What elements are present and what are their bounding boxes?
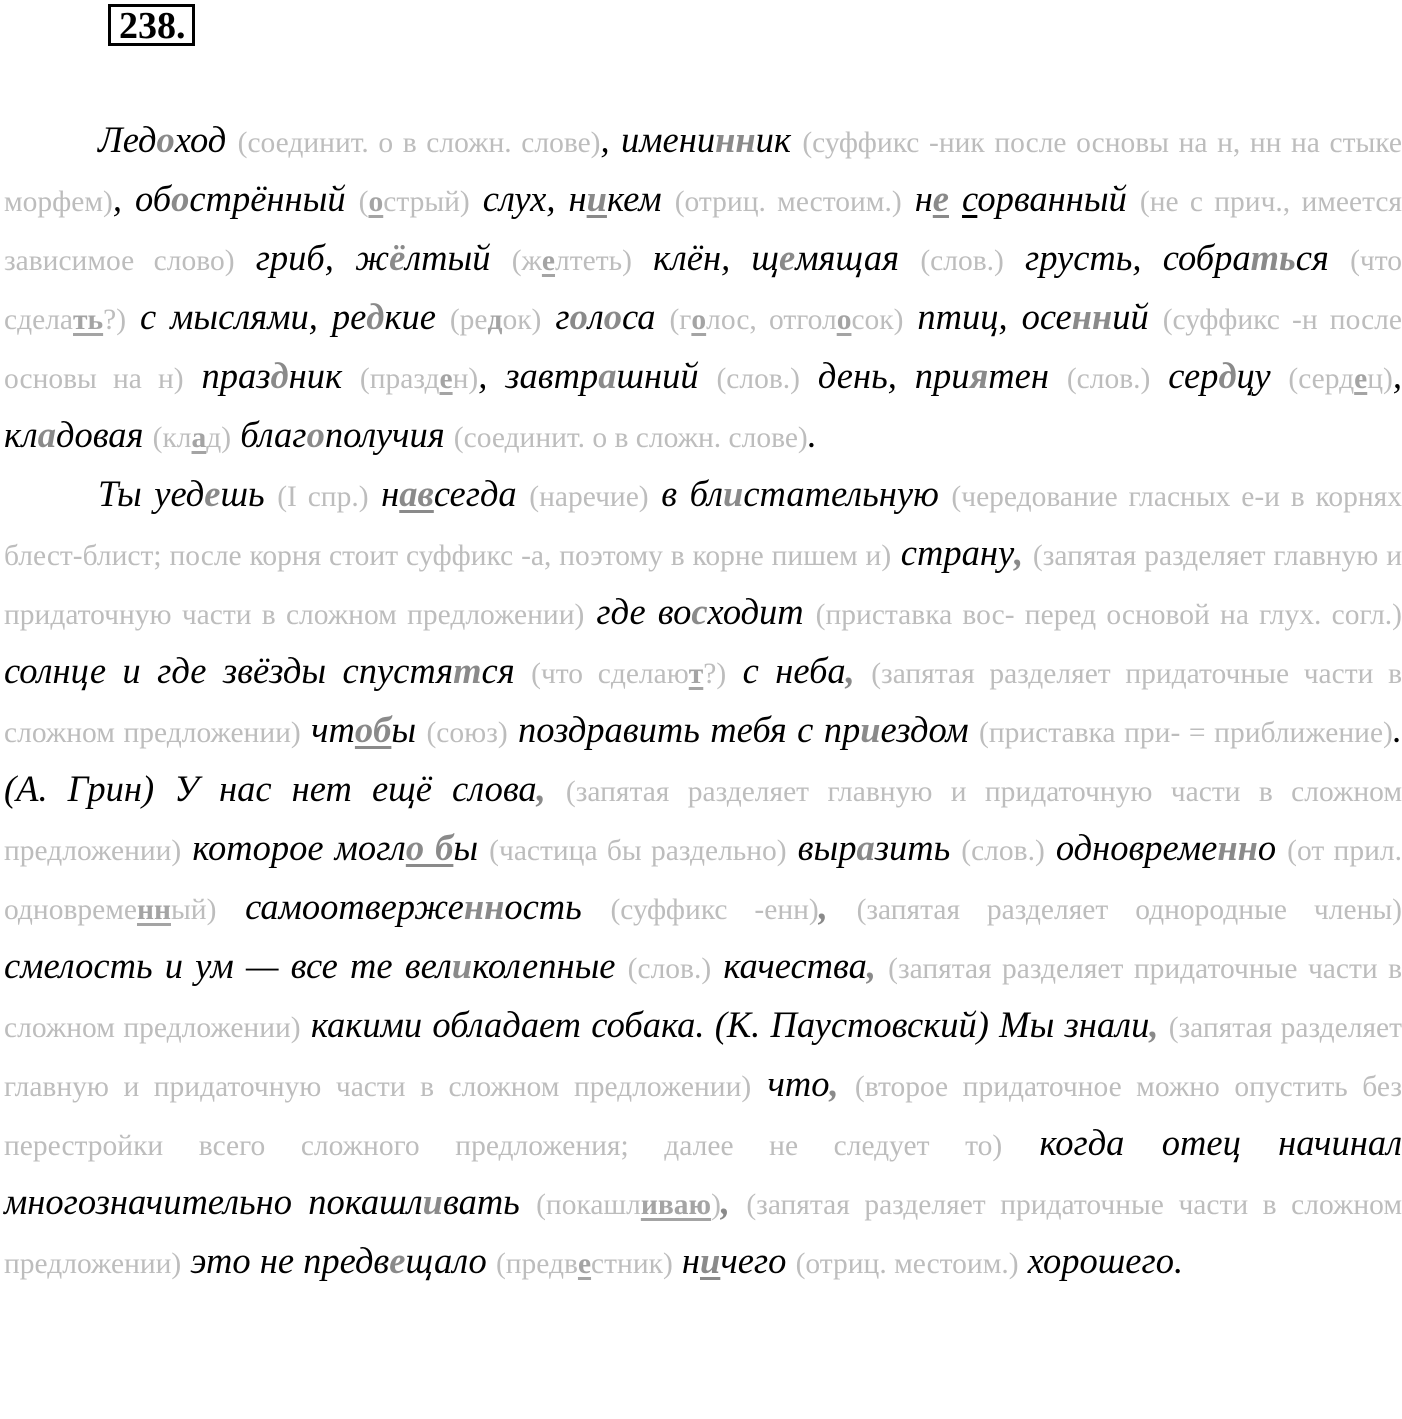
highlighted-letter: с [691,591,708,632]
comment-text: (I спр.) [277,481,369,513]
comment-underlined-letter: е [1354,363,1368,395]
text-run: ик [755,119,803,160]
comment-underlined-letter: е [577,1248,592,1280]
highlighted-letter: о [569,296,588,337]
text-run: ость [504,886,611,927]
text-run: смелость и ум — все те вел [4,945,452,986]
highlighted-letter: нн [1071,296,1113,337]
comment-text: (наречие) [529,481,649,513]
highlighted-letter: а [37,414,56,455]
comment-text: (запятая разделяет однородные члены) [856,894,1402,926]
comment-text: (запятая разделяет главную и придаточную части в сложном предложении) [4,1012,1402,1103]
comment-text: (суффикс -ник после основы на н, нн на стыке морфем) [4,127,1402,218]
highlighted-letter: т [453,650,482,691]
text-run [828,886,857,927]
comment-text: (суффикс -н после основы на н) [4,304,1402,395]
exercise-text [4,112,1402,1292]
highlighted-letter: д [270,355,289,396]
text-run: ем [623,178,675,219]
comment-text: ( [358,186,369,218]
text-run: мящая [795,237,921,278]
comment-text: ?) [703,658,727,690]
comment-underlined-letter: а [191,422,207,454]
comment-text: (не с прич., имеется зависимое слово) [4,186,1402,277]
paragraph-1 [4,112,1402,466]
text-run: , имени [600,119,716,160]
text-run: ий [1112,296,1163,337]
highlighted-letter: , [829,1063,839,1104]
text-run: гриб, ж [234,237,390,278]
comment-text: лтеть) [555,245,632,277]
text-run: кие [384,296,450,337]
highlighted-letter: , [536,768,546,809]
comment-text: (приставка вос- перед основой на глух. согл.) [815,599,1402,631]
text-run: благ [231,414,307,455]
text-run: страну [891,532,1015,573]
comment-text: (кл [152,422,192,454]
comment-underlined-letter: д [487,304,503,336]
text-run: ся [1295,237,1351,278]
text-run [855,650,871,691]
text-run: в бл [648,473,724,514]
text-run: слух, н [469,178,587,219]
highlighted-letter: о [171,178,190,219]
text-run: щало [405,1240,496,1281]
text-run: тен [988,355,1067,396]
highlighted-letter: е [389,1240,406,1281]
text-run: получия [324,414,454,455]
highlighted-letter: и [860,709,881,750]
comment-text: лос, отгол [706,304,837,336]
highlighted-letter: ть [1250,237,1296,278]
text-run: ник [288,355,360,396]
comment-underlined-letter: т [688,658,704,690]
comment-text: сок) [851,304,904,336]
comment-text: (отриц. местоим.) [674,186,902,218]
comment-text: (слов.) [961,835,1045,867]
text-run: Лед [98,119,157,160]
text-run: это не предв [181,1240,390,1281]
text-run: . [807,414,817,455]
comment-text: (запятая разделяет придаточные части в сложном предложении) [4,1189,1402,1280]
text-run: , завтр [478,355,599,396]
comment-text: (слов.) [716,363,801,395]
text-run: колепные [472,945,628,986]
text-run: зить [874,827,962,868]
text-run: его [737,1240,796,1281]
text-run: ы [453,827,490,868]
text-run: о [1257,827,1288,868]
comment-text: (второе придаточное можно опустить без перестройки всего сложного предложения; далее не следует то) [4,1071,1402,1162]
text-run: ч [720,1240,738,1281]
text-run: которое могл [181,827,406,868]
highlighted-letter: о [603,296,622,337]
paragraph-2 [4,466,1402,1292]
text-run [949,178,962,219]
text-run: праз [183,355,271,396]
text-run: день, при [800,355,970,396]
text-run: шний [616,355,717,396]
comment-text: (слов.) [920,245,1004,277]
comment-text: д) [206,422,232,454]
highlighted-letter: , [720,1181,731,1222]
text-run [1158,1004,1168,1045]
comment-text: (от прил. одновреме [4,835,1402,926]
comment-text: (запятая разделяет придаточные части в сложном предложении) [4,658,1402,749]
comment-underlined-letter: е [541,245,556,277]
highlighted-letter: , [818,886,828,927]
comment-underlined-letter: е [439,363,453,395]
comment-underlined-letter: о [368,186,384,218]
text-run: с мыслями, ре [126,296,367,337]
comment-text: (суффикс -енн) [610,894,819,926]
text-run: ездом [880,709,979,750]
text-run: какими обладает собака. (К. Паустовский) Мы знали [300,1004,1150,1045]
comment-text: (частица бы раздельно) [489,835,787,867]
text-run: одновреме [1044,827,1218,868]
text-run: ы [391,709,427,750]
comment-text: (покашл [536,1189,641,1221]
text-run [1023,532,1033,573]
text-run: птиц, осе [903,296,1072,337]
underlined-letter: об [354,709,392,750]
highlighted-letter: нн [715,119,756,160]
text-run: г [541,296,570,337]
text-run: л [587,296,604,337]
text-run: н [901,178,933,219]
highlighted-letter: д [366,296,385,337]
text-run: качества [711,945,867,986]
comment-text: (празд [359,363,440,395]
highlighted-letter: д [1218,355,1237,396]
text-run [839,1063,855,1104]
text-run [876,945,888,986]
text-run: грусть, собра [1003,237,1251,278]
text-run: самоотверже [216,886,464,927]
text-run: ходит [707,591,816,632]
text-run: шь [220,473,278,514]
text-run: выр [786,827,857,868]
text-run: когда отец начинал многозначительно покашл [4,1122,1402,1222]
comment-text: ц) [1367,363,1393,395]
comment-text: (приставка при- = приближение) [979,717,1393,749]
text-run: с [962,178,978,219]
highlighted-letter: , [1149,1004,1159,1045]
underlined-letter: е [932,178,949,219]
text-run: сер [1150,355,1219,396]
highlighted-letter: и [422,1181,443,1222]
comment-text: ?) [103,304,127,336]
comment-text: (слов.) [627,953,712,985]
comment-text: ок) [502,304,542,336]
text-run: сегда [433,473,530,514]
comment-text: (предв [495,1248,578,1280]
highlighted-letter: о [306,414,325,455]
comment-text: стрый) [383,186,470,218]
highlighted-letter: и [451,945,473,986]
comment-text: (серд [1288,363,1355,395]
comment-underlined-letter: о [836,304,852,336]
comment-text: (соединит. о в сложн. слове) [453,422,808,454]
text-run: стрённый [189,178,359,219]
exercise-number: 238. [108,4,195,46]
comment-underlined-letter: ть [73,304,104,336]
text-run: клён, щ [631,237,779,278]
text-run: ся [481,650,532,691]
text-run: Ты уед [98,473,205,514]
comment-underlined-letter: о [691,304,707,336]
comment-text: (г [669,304,692,336]
comment-text: (что сдела [4,245,1402,336]
comment-text: (запятая разделяет главную и придаточную части в сложном предложении) [4,776,1402,867]
comment-text: (запятая разделяет главную и придаточную части в сложном предложении) [4,540,1402,631]
comment-text: (чередование гласных е-и в корнях блест-блист; после корня стоит суффикс -а, поэтому в корне пишем и) [4,481,1402,572]
text-run: лтый [405,237,512,278]
underlined-letter: и [700,1240,721,1281]
text-run: . (А. Грин) У нас нет ещё слова [4,709,1402,809]
text-run: хорошего. [1018,1240,1184,1281]
text-run [546,768,566,809]
text-run: ход [174,119,238,160]
text-run: чт [300,709,355,750]
comment-text: (ре [449,304,488,336]
text-run: где во [584,591,692,632]
comment-text: (соединит. о в сложн. слове) [237,127,601,159]
text-run: поздравить тебя с пр [507,709,861,750]
highlighted-letter: я [969,355,989,396]
text-run: стательную [743,473,952,514]
highlighted-letter: нн [463,886,505,927]
comment-text: (слов.) [1066,363,1151,395]
highlighted-letter: е [778,237,796,278]
highlighted-letter: ё [389,237,406,278]
text-run: с неба [726,650,846,691]
comment-text: ый) [170,894,217,926]
comment-text: (запятая разделяет придаточные части в сложном предложении) [4,953,1402,1044]
highlighted-letter: о [156,119,175,160]
highlighted-letter: а [598,355,617,396]
comment-underlined-letter: нн [136,894,171,926]
highlighted-letter: а [856,827,875,868]
text-run: н [672,1240,700,1281]
text-run: вать [442,1181,537,1222]
comment-underlined-letter: иваю [640,1189,712,1221]
text-run: , кл [4,355,1402,455]
text-run: довая [55,414,153,455]
comment-text: (что сделаю [531,658,689,690]
underlined-letter: ав [399,473,434,514]
highlighted-letter: и [723,473,744,514]
text-run: к [606,178,624,219]
underlined-letter: о б [405,827,454,868]
comment-text: (отриц. местоим.) [795,1248,1019,1280]
highlighted-letter: нн [1217,827,1258,868]
highlighted-letter: , [866,945,876,986]
highlighted-letter: е [204,473,221,514]
comment-text: ) [711,1189,721,1221]
text-run: са [621,296,670,337]
highlighted-letter: , [1014,532,1024,573]
highlighted-letter: , [845,650,855,691]
underlined-letter: и [586,178,607,219]
comment-text: н) [452,363,479,395]
text-run [730,1181,746,1222]
comment-text: (ж [511,245,542,277]
text-run: солнце и где звёзды спустя [4,650,454,691]
comment-text: стник) [591,1248,673,1280]
text-run: н [368,473,400,514]
text-run: , об [112,178,172,219]
text-run: что [751,1063,830,1104]
text-run: цу [1236,355,1289,396]
comment-text: (союз) [426,717,508,749]
text-run: орванный [977,178,1140,219]
